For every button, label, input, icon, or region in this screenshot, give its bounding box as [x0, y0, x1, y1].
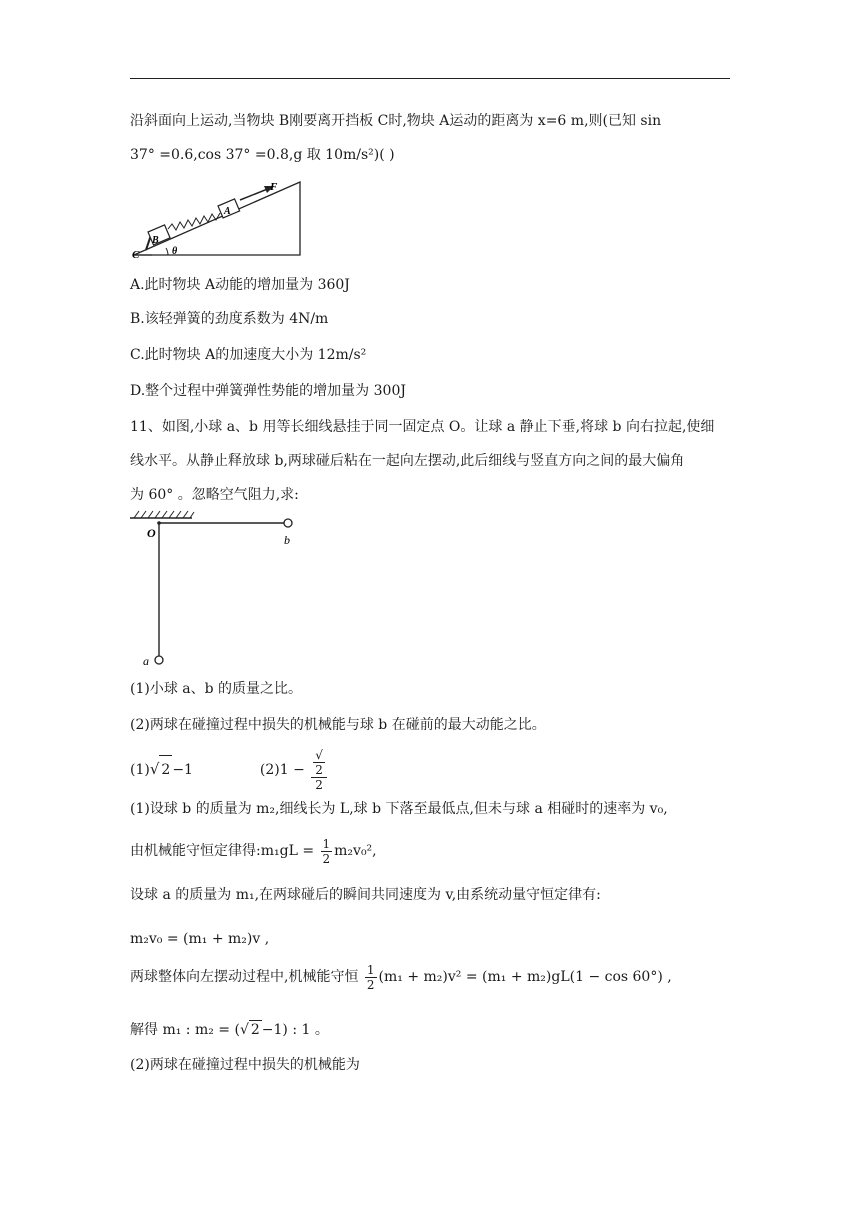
label-c: C — [132, 249, 140, 260]
half-fraction-2: $\frac{1}{2}$ — [366, 962, 375, 992]
pivot-o — [157, 521, 161, 525]
header-rule — [130, 78, 730, 79]
label-b-ball: b — [284, 533, 290, 547]
q10-option-a: A.此时物块 A动能的增加量为 360J — [130, 277, 350, 293]
force-arrow — [240, 188, 270, 200]
q11-part2: (2)两球在碰撞过程中损失的机械能与球 b 在碰前的最大动能之比。 — [130, 717, 546, 733]
label-a: A — [224, 206, 231, 217]
q10-stem-line2: 37° =0.6,cos 37° =0.8,g 取 10m/s²)( ) — [130, 147, 395, 163]
solution-line1: (1)设球 b 的质量为 m₂,细线长为 L,球 b 下落至最低点,但未与球 a 相碰时的速率为 v₀, — [130, 801, 668, 817]
answer1-prefix: (1) — [130, 762, 150, 778]
solution-line6: 解得 m₁ : m₂ = (√ 2 −1) : 1 。 — [130, 1022, 329, 1038]
q11-part1: (1)小球 a、b 的质量之比。 — [130, 681, 303, 697]
q10-stem-line1: 沿斜面向上运动,当物块 B刚要离开挡板 C时,物块 A运动的距离为 x=6 m,则(已知 sin — [130, 113, 662, 129]
solution-line3: 设球 a 的质量为 m₁,在两球碰后的瞬间共同速度为 v,由系统动量守恒定律有: — [130, 887, 601, 903]
ball-b — [284, 519, 292, 527]
ball-a — [155, 656, 163, 664]
pendulum-figure — [130, 510, 305, 670]
answer2-prefix: (2)1 − — [259, 762, 305, 778]
label-o: O — [147, 526, 156, 540]
label-b: B — [152, 235, 159, 246]
incline-figure — [130, 180, 310, 260]
answer2-fraction: √ 2 2 — [311, 748, 327, 792]
answer1-tail: −1 — [172, 762, 193, 778]
label-a-ball: a — [143, 654, 149, 668]
solution-line4: m₂v₀ = (m₁ + m₂)v , — [130, 931, 270, 947]
solution-line2: 由机械能守恒定律得:m₁gL = $\frac{1}{2}$ m₂v₀², — [130, 836, 377, 866]
q11-stem-line3: 为 60° 。忽略空气阻力,求: — [130, 487, 299, 503]
q10-option-d: D.整个过程中弹簧弹性势能的增加量为 300J — [130, 383, 406, 399]
label-f: F — [270, 181, 278, 193]
q11-stem-line2: 线水平。从静止释放球 b,两球碰后粘在一起向左摆动,此后细线与竖直方向之间的最大偏角 — [130, 453, 685, 469]
label-theta: θ — [172, 246, 178, 257]
answer-line: (1)√ 2 −1 (2)1 − √ 2 2 — [130, 748, 329, 792]
q10-option-c: C.此时物块 A的加速度大小为 12m/s² — [130, 347, 367, 363]
answer1-sqrt: 2 — [159, 755, 172, 784]
half-fraction: $\frac{1}{2}$ — [322, 836, 331, 866]
spring — [168, 213, 220, 230]
q10-option-b: B.该轻弹簧的劲度系数为 4N/m — [130, 311, 329, 327]
solution-line7: (2)两球在碰撞过程中损失的机械能为 — [130, 1057, 360, 1073]
ceiling-hatch — [134, 511, 194, 518]
q11-stem-line1: 11、如图,小球 a、b 用等长细线悬挂于同一固定点 O。让球 a 静止下垂,将球 b 向右拉起,使细 — [130, 419, 715, 435]
solution-line5: 两球整体向左摆动过程中,机械能守恒 $\frac{1}{2}$ (m₁ + m₂)v² = (m₁ + m₂)gL(1 − cos 60°) , — [130, 962, 672, 992]
